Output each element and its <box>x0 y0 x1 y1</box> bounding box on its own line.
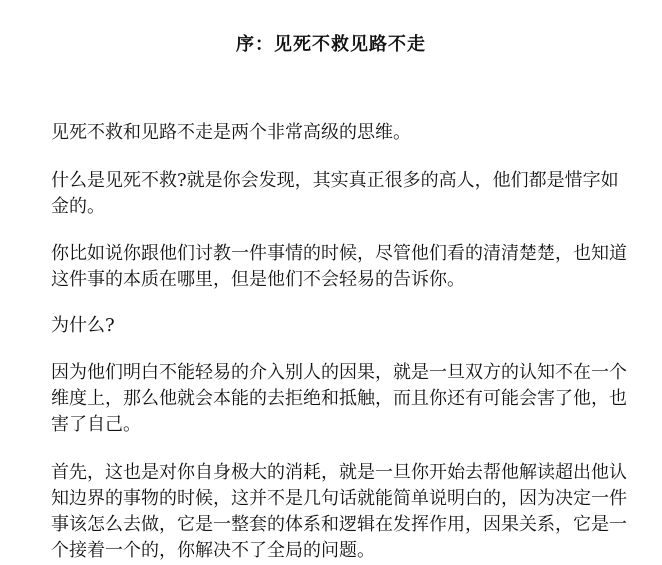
paragraph: 为什么? <box>51 315 115 336</box>
paragraph: 首先，这也是对你自身极大的消耗，就是一旦你开始去帮他解读超出他认知边界的事物的时候，这并不是几句话就能简单说明白的，因为决定一件事该怎么去做，它是一整套的体系和逻辑在发挥作用，因果关系，它是一个接着一个的，你解决不了全局的问题。 <box>51 462 627 561</box>
paragraph: 什么是见死不救?就是你会发现，其实真正很多的高人，他们都是惜字如金的。 <box>51 170 619 217</box>
paragraph: 你比如说你跟他们讨教一件事情的时候，尽管他们看的清清楚楚，也知道这件事的本质在哪里，但是他们不会轻易的告诉你。 <box>51 243 627 290</box>
paragraph: 因为他们明白不能轻易的介入别人的因果，就是一旦双方的认知不在一个维度上，那么他就会本能的去拒绝和抵触，而且你还有可能会害了他，也害了自己。 <box>51 362 627 435</box>
paragraph: 见死不救和见路不走是两个非常高级的思维。 <box>51 122 411 143</box>
page-title: 序：见死不救见路不走 <box>236 34 426 55</box>
